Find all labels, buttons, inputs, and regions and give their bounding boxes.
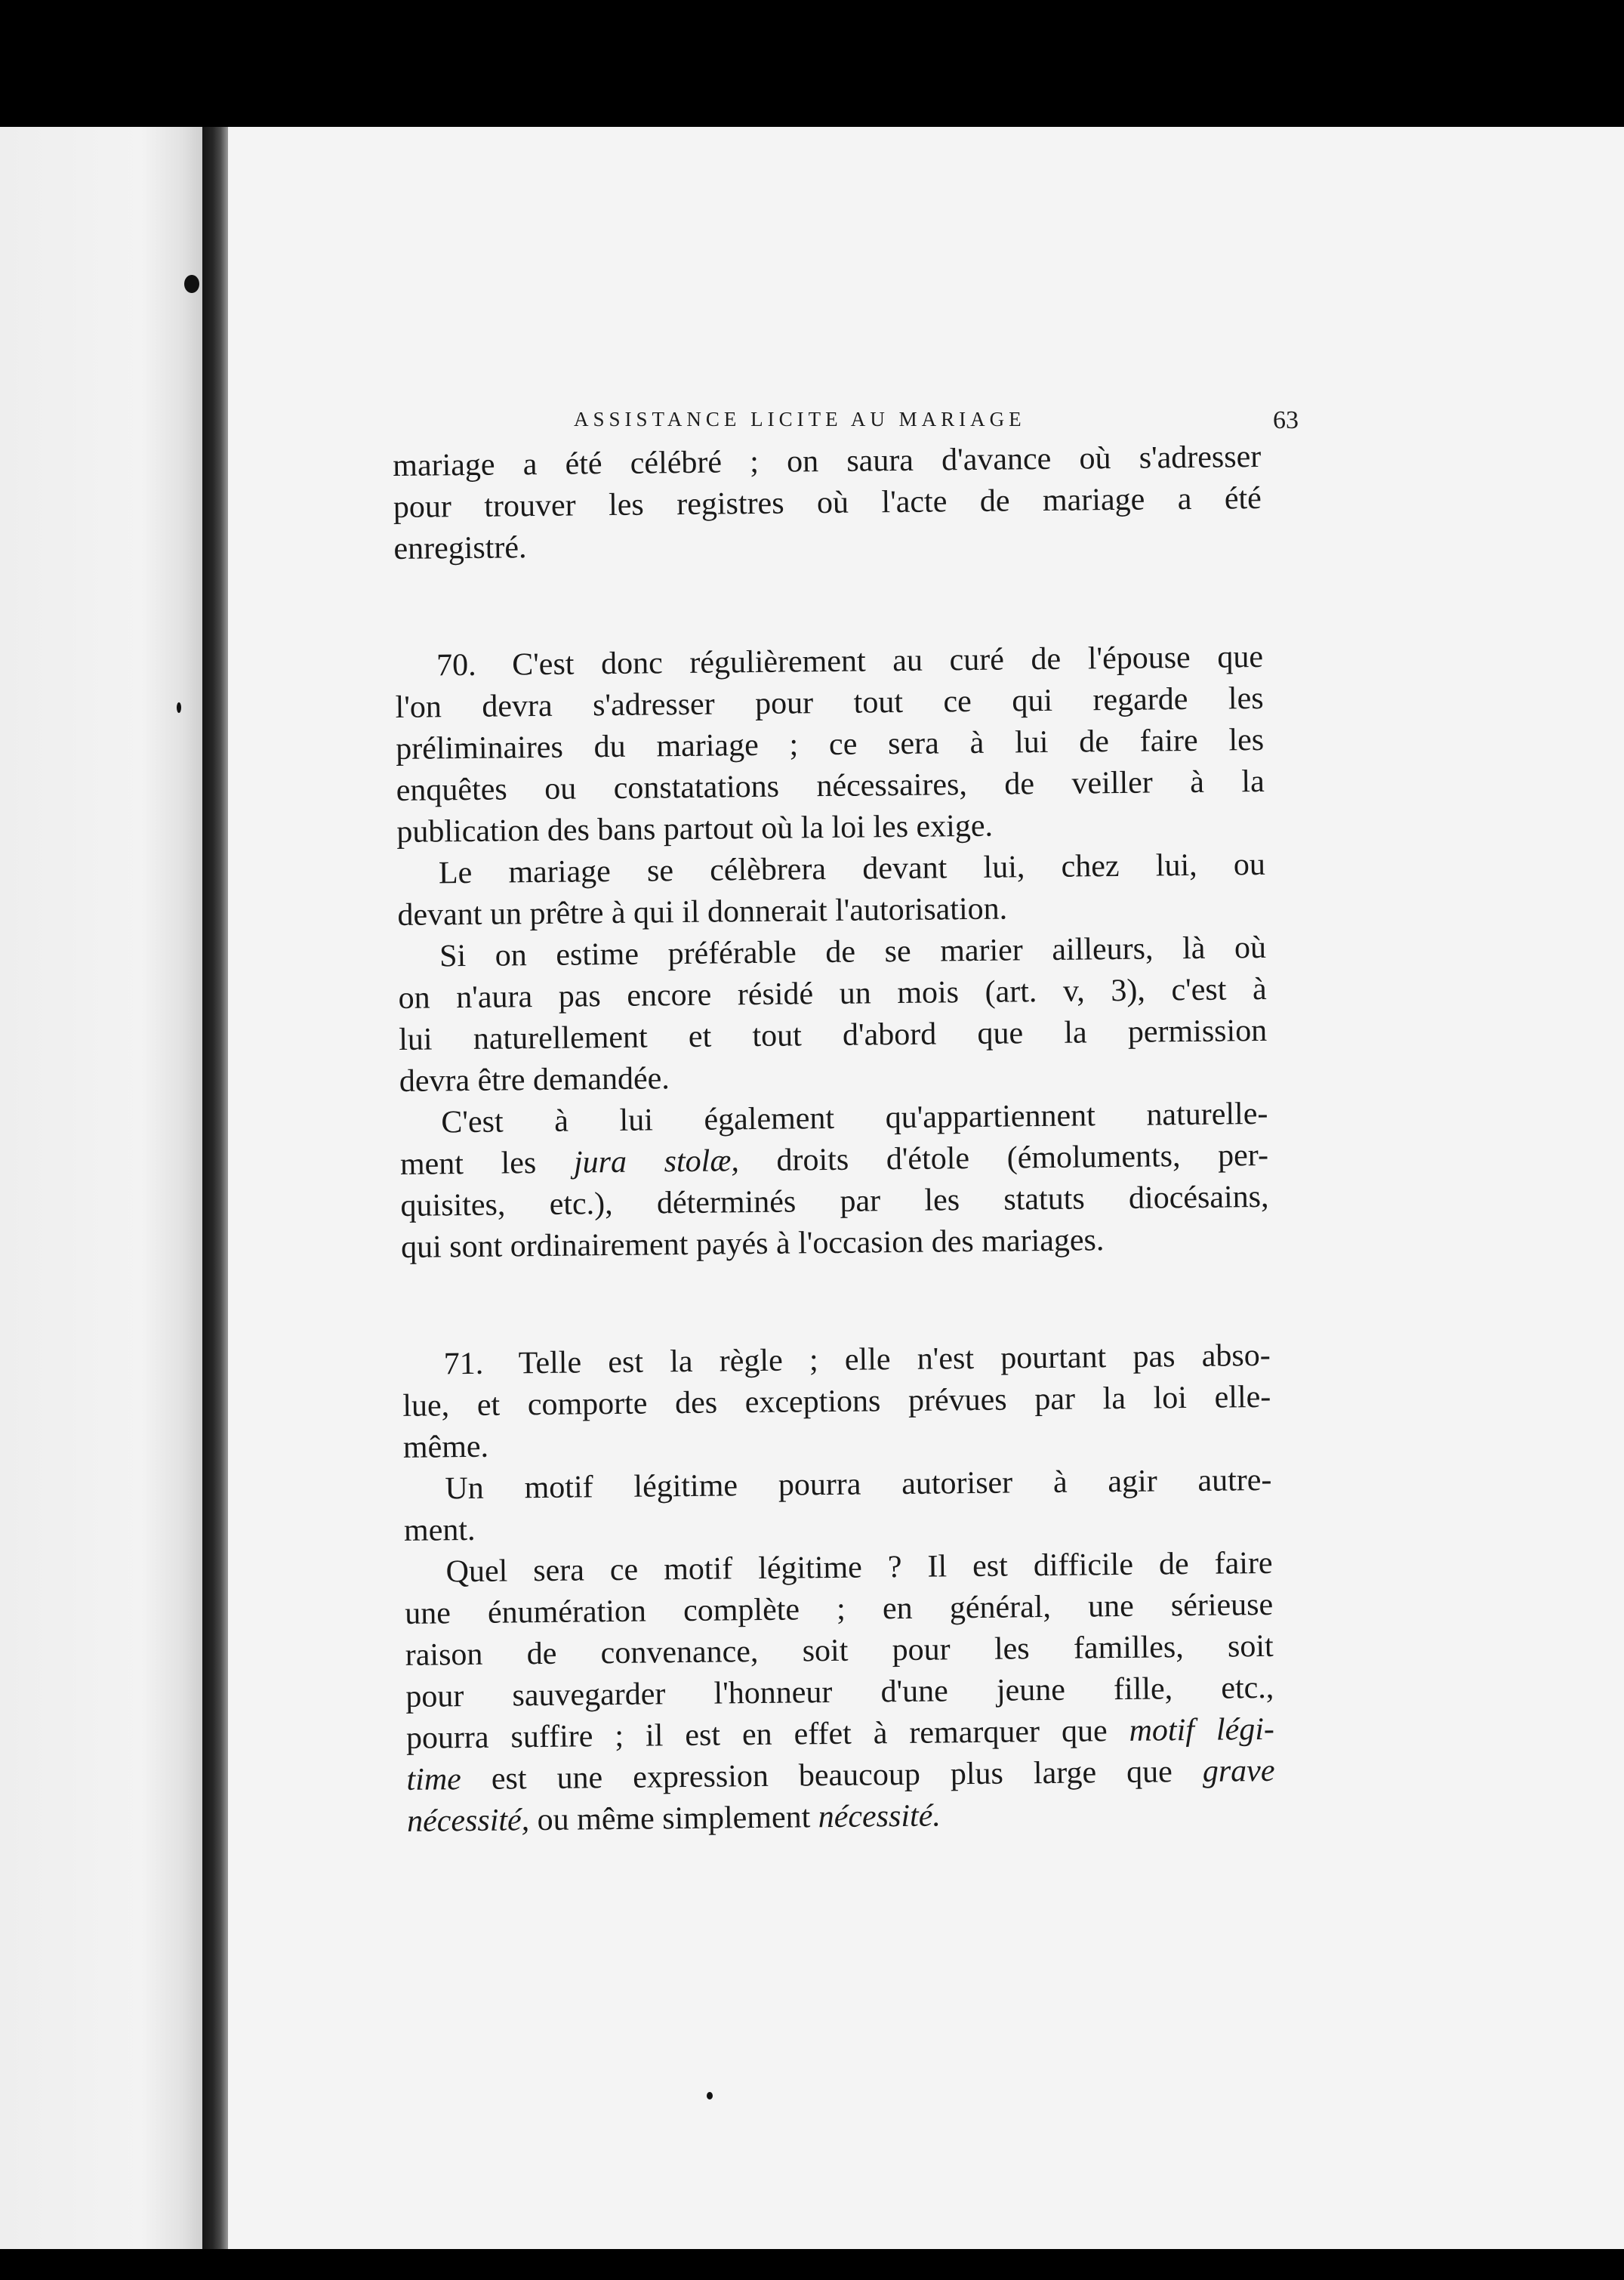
text-line: lui naturellement et tout d'abord que la permission	[399, 1013, 1268, 1057]
text-line: Un motif légitime pourra autoriser à agir autre-	[445, 1462, 1272, 1507]
running-title: ASSISTANCE LICITE AU MARIAGE	[574, 408, 1026, 430]
paragraph	[399, 1094, 1269, 1269]
text-line: même.	[402, 1429, 489, 1465]
italic-term: jura stolæ,	[573, 1143, 740, 1180]
italic-term: time	[406, 1762, 462, 1797]
text-line: mariage a été célébré ; on saura d'avance où s'adresser	[393, 439, 1262, 483]
text-line: devant un prêtre à qui il donnerait l'autorisation.	[397, 891, 1008, 933]
text-line: enquêtes ou constatations nécessaires, de veiller à la	[396, 764, 1265, 808]
text-run: ment les	[399, 1146, 537, 1182]
italic-term: motif légi-	[1129, 1711, 1275, 1748]
text-line: publication des bans partout où la loi les exige.	[396, 808, 994, 850]
paragraph	[397, 844, 1266, 936]
text-line: ment.	[403, 1512, 476, 1548]
page-number: 63	[1273, 406, 1299, 434]
paragraph	[398, 927, 1268, 1103]
paragraph-number: 70.	[436, 647, 476, 683]
book-gutter	[202, 127, 228, 2249]
paragraph	[393, 437, 1262, 570]
text-line: quisites, etc.), déterminés par les statuts diocésains,	[400, 1179, 1269, 1223]
scan-speck	[707, 2092, 713, 2100]
text-line: Quel sera ce motif légitime ? Il est difficile de faire	[445, 1545, 1273, 1590]
text-line: C'est à lui également qu'appartiennent naturelle-	[441, 1096, 1268, 1140]
text-run: droits d'étole (émoluments, per-	[776, 1137, 1269, 1178]
text-line: pour trouver les registres où l'acte de mariage a été	[393, 480, 1262, 525]
paragraph	[403, 1460, 1272, 1552]
text-run: pourra suffire ; il est en effet à remarquer que	[405, 1714, 1108, 1756]
paragraph-70	[395, 637, 1265, 853]
text-line: Si on estime préférable de se marier ailleurs, là où	[439, 930, 1267, 974]
italic-term: nécessité,	[406, 1803, 530, 1839]
scan-speck	[184, 275, 199, 293]
text-line: raison de convenance, soit pour les familles, soit	[405, 1628, 1274, 1673]
text-line: on n'aura pas encore résidé un mois (art. v, 3), c'est à	[398, 971, 1267, 1016]
text-run: est une expression beaucoup plus large que	[491, 1754, 1173, 1797]
text-run: C'est donc régulièrement au curé de l'épouse que	[511, 639, 1264, 683]
text-line: enregistré.	[393, 530, 527, 566]
text-line: une énumération complète ; en général, une sérieuse	[404, 1587, 1274, 1631]
paragraph-number: 71.	[443, 1346, 484, 1382]
text-line: pour sauvegarder l'honneur d'une jeune fille, etc.,	[405, 1670, 1274, 1714]
text-run: ou même simplement	[537, 1800, 811, 1838]
text-run: Telle est la règle ; elle n'est pourtant pas abso-	[518, 1337, 1271, 1381]
italic-term: nécessité.	[818, 1798, 941, 1835]
paragraph	[404, 1543, 1275, 1843]
body-text	[393, 437, 1275, 1843]
scan-speck	[177, 702, 181, 713]
text-line: l'on devra s'adresser pour tout ce qui regarde les	[395, 680, 1264, 725]
text-line: qui sont ordinairement payés à l'occasion des mariages.	[400, 1223, 1105, 1265]
text-line: préliminaires du mariage ; ce sera à lui de faire les	[395, 722, 1265, 767]
paragraph-71	[402, 1335, 1271, 1469]
text-line: Le mariage se célèbrera devant lui, chez lui, ou	[438, 847, 1266, 891]
running-head	[574, 408, 1344, 438]
text-line: lue, et comporte des exceptions prévues par la loi elle-	[402, 1379, 1271, 1424]
text-line: devra être demandée.	[399, 1061, 670, 1099]
italic-term: grave	[1202, 1753, 1275, 1789]
left-page-edge	[0, 127, 202, 2249]
